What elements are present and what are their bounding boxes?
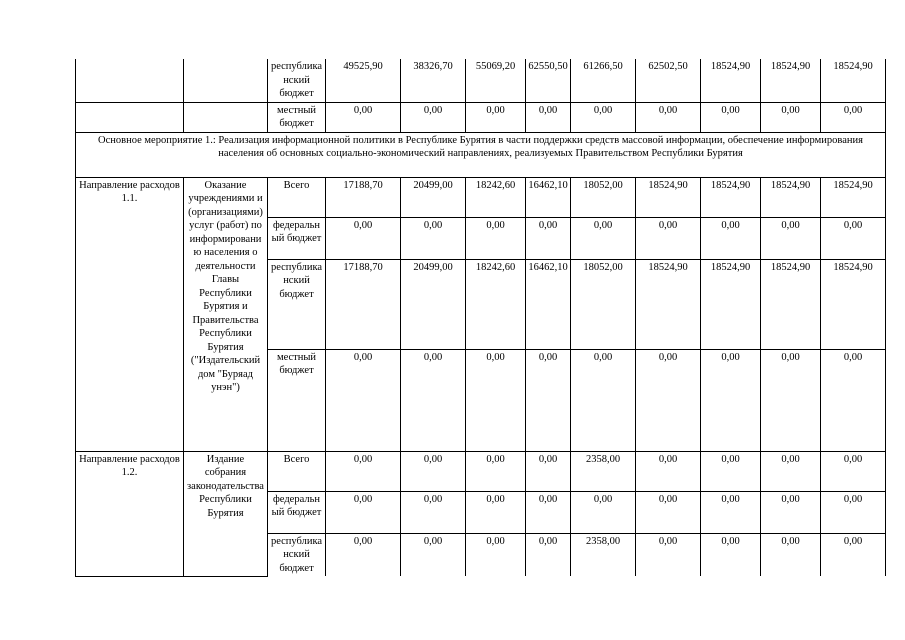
value-cell: 0,00 [326, 349, 401, 451]
value-cell: 0,00 [326, 491, 401, 533]
value-cell: 18524,90 [821, 259, 886, 349]
value-cell: 0,00 [526, 533, 571, 576]
table-row [76, 59, 886, 102]
value-cell: 0,00 [401, 451, 466, 491]
direction-name-cell: Издание собрания законодательства Республики Бурятия [184, 451, 268, 576]
value-cell: 61266,50 [571, 59, 636, 102]
value-cell: 0,00 [401, 217, 466, 259]
value-cell: 0,00 [821, 102, 886, 132]
direction-code-cell: Направление расходов 1.2. [76, 451, 184, 576]
value-cell: 0,00 [401, 349, 466, 451]
value-cell: 0,00 [571, 102, 636, 132]
value-cell: 0,00 [636, 451, 701, 491]
value-cell: 49525,90 [326, 59, 401, 102]
budget-type-cell: Всего [268, 451, 326, 491]
value-cell: 0,00 [701, 451, 761, 491]
empty-cell [184, 59, 268, 102]
value-cell: 18524,90 [701, 259, 761, 349]
value-cell: 0,00 [466, 451, 526, 491]
value-cell: 18524,90 [636, 177, 701, 217]
value-cell: 0,00 [701, 491, 761, 533]
value-cell: 18524,90 [761, 259, 821, 349]
value-cell: 0,00 [636, 102, 701, 132]
value-cell: 0,00 [526, 349, 571, 451]
value-cell: 18242,60 [466, 177, 526, 217]
value-cell: 2358,00 [571, 451, 636, 491]
value-cell: 16462,10 [526, 259, 571, 349]
value-cell: 0,00 [401, 533, 466, 576]
value-cell: 0,00 [326, 217, 401, 259]
value-cell: 0,00 [326, 102, 401, 132]
value-cell: 0,00 [636, 217, 701, 259]
budget-type-cell: Всего [268, 177, 326, 217]
value-cell: 0,00 [401, 491, 466, 533]
value-cell: 17188,70 [326, 177, 401, 217]
value-cell: 0,00 [571, 349, 636, 451]
value-cell: 0,00 [526, 491, 571, 533]
direction-code-cell: Направление расходов 1.1. [76, 177, 184, 451]
budget-type-cell: республиканский бюджет [268, 259, 326, 349]
value-cell: 0,00 [571, 217, 636, 259]
budget-table [75, 59, 886, 577]
value-cell: 0,00 [466, 491, 526, 533]
value-cell: 16462,10 [526, 177, 571, 217]
main-activity-title: Основное мероприятие 1.: Реализация информационной политики в Республике Бурятия в части поддержки средств массовой информации, обеспечение информирования населения об основных социально-экономический направлениях, реализуемых Правительством Республики Бурятия [76, 132, 886, 177]
value-cell: 17188,70 [326, 259, 401, 349]
budget-type-cell: республиканский бюджет [268, 533, 326, 576]
value-cell: 0,00 [466, 349, 526, 451]
value-cell: 20499,00 [401, 177, 466, 217]
value-cell: 18524,90 [761, 177, 821, 217]
value-cell: 18052,00 [571, 259, 636, 349]
budget-type-cell: республиканский бюджет [268, 59, 326, 102]
value-cell: 0,00 [821, 349, 886, 451]
value-cell: 0,00 [636, 533, 701, 576]
value-cell: 38326,70 [401, 59, 466, 102]
value-cell: 0,00 [326, 451, 401, 491]
value-cell: 0,00 [761, 217, 821, 259]
value-cell: 0,00 [701, 533, 761, 576]
value-cell: 0,00 [701, 217, 761, 259]
empty-cell [184, 102, 268, 132]
value-cell: 62502,50 [636, 59, 701, 102]
value-cell: 0,00 [761, 451, 821, 491]
value-cell: 2358,00 [571, 533, 636, 576]
value-cell: 0,00 [526, 102, 571, 132]
budget-type-cell: местный бюджет [268, 102, 326, 132]
value-cell: 18524,90 [821, 177, 886, 217]
value-cell: 0,00 [821, 217, 886, 259]
budget-type-cell: местный бюджет [268, 349, 326, 451]
value-cell: 0,00 [636, 349, 701, 451]
value-cell: 0,00 [526, 217, 571, 259]
value-cell: 0,00 [761, 102, 821, 132]
table-row [76, 102, 886, 132]
value-cell: 0,00 [821, 533, 886, 576]
value-cell: 0,00 [571, 491, 636, 533]
value-cell: 0,00 [761, 349, 821, 451]
value-cell: 0,00 [526, 451, 571, 491]
value-cell: 0,00 [821, 491, 886, 533]
value-cell: 18052,00 [571, 177, 636, 217]
value-cell: 0,00 [636, 491, 701, 533]
budget-type-cell: федеральный бюджет [268, 491, 326, 533]
value-cell: 18524,90 [701, 59, 761, 102]
value-cell: 0,00 [466, 533, 526, 576]
value-cell: 55069,20 [466, 59, 526, 102]
table-row [76, 132, 886, 177]
value-cell: 18524,90 [636, 259, 701, 349]
value-cell: 18524,90 [701, 177, 761, 217]
value-cell: 0,00 [466, 217, 526, 259]
value-cell: 0,00 [761, 491, 821, 533]
budget-type-cell: федеральный бюджет [268, 217, 326, 259]
value-cell: 62550,50 [526, 59, 571, 102]
table-row [76, 451, 886, 491]
direction-name-cell: Оказание учреждениями и (организациями) услуг (работ) по информированию населения о деятельности Главы Республики Бурятия и Правительства Республики Бурятия ("Издательский дом "Буряад унэн") [184, 177, 268, 451]
value-cell: 0,00 [701, 349, 761, 451]
value-cell: 0,00 [821, 451, 886, 491]
value-cell: 18242,60 [466, 259, 526, 349]
value-cell: 0,00 [701, 102, 761, 132]
empty-cell [76, 59, 184, 102]
value-cell: 18524,90 [761, 59, 821, 102]
table-row [76, 177, 886, 217]
value-cell: 18524,90 [821, 59, 886, 102]
value-cell: 0,00 [466, 102, 526, 132]
value-cell: 0,00 [761, 533, 821, 576]
value-cell: 0,00 [401, 102, 466, 132]
value-cell: 20499,00 [401, 259, 466, 349]
empty-cell [76, 102, 184, 132]
value-cell: 0,00 [326, 533, 401, 576]
